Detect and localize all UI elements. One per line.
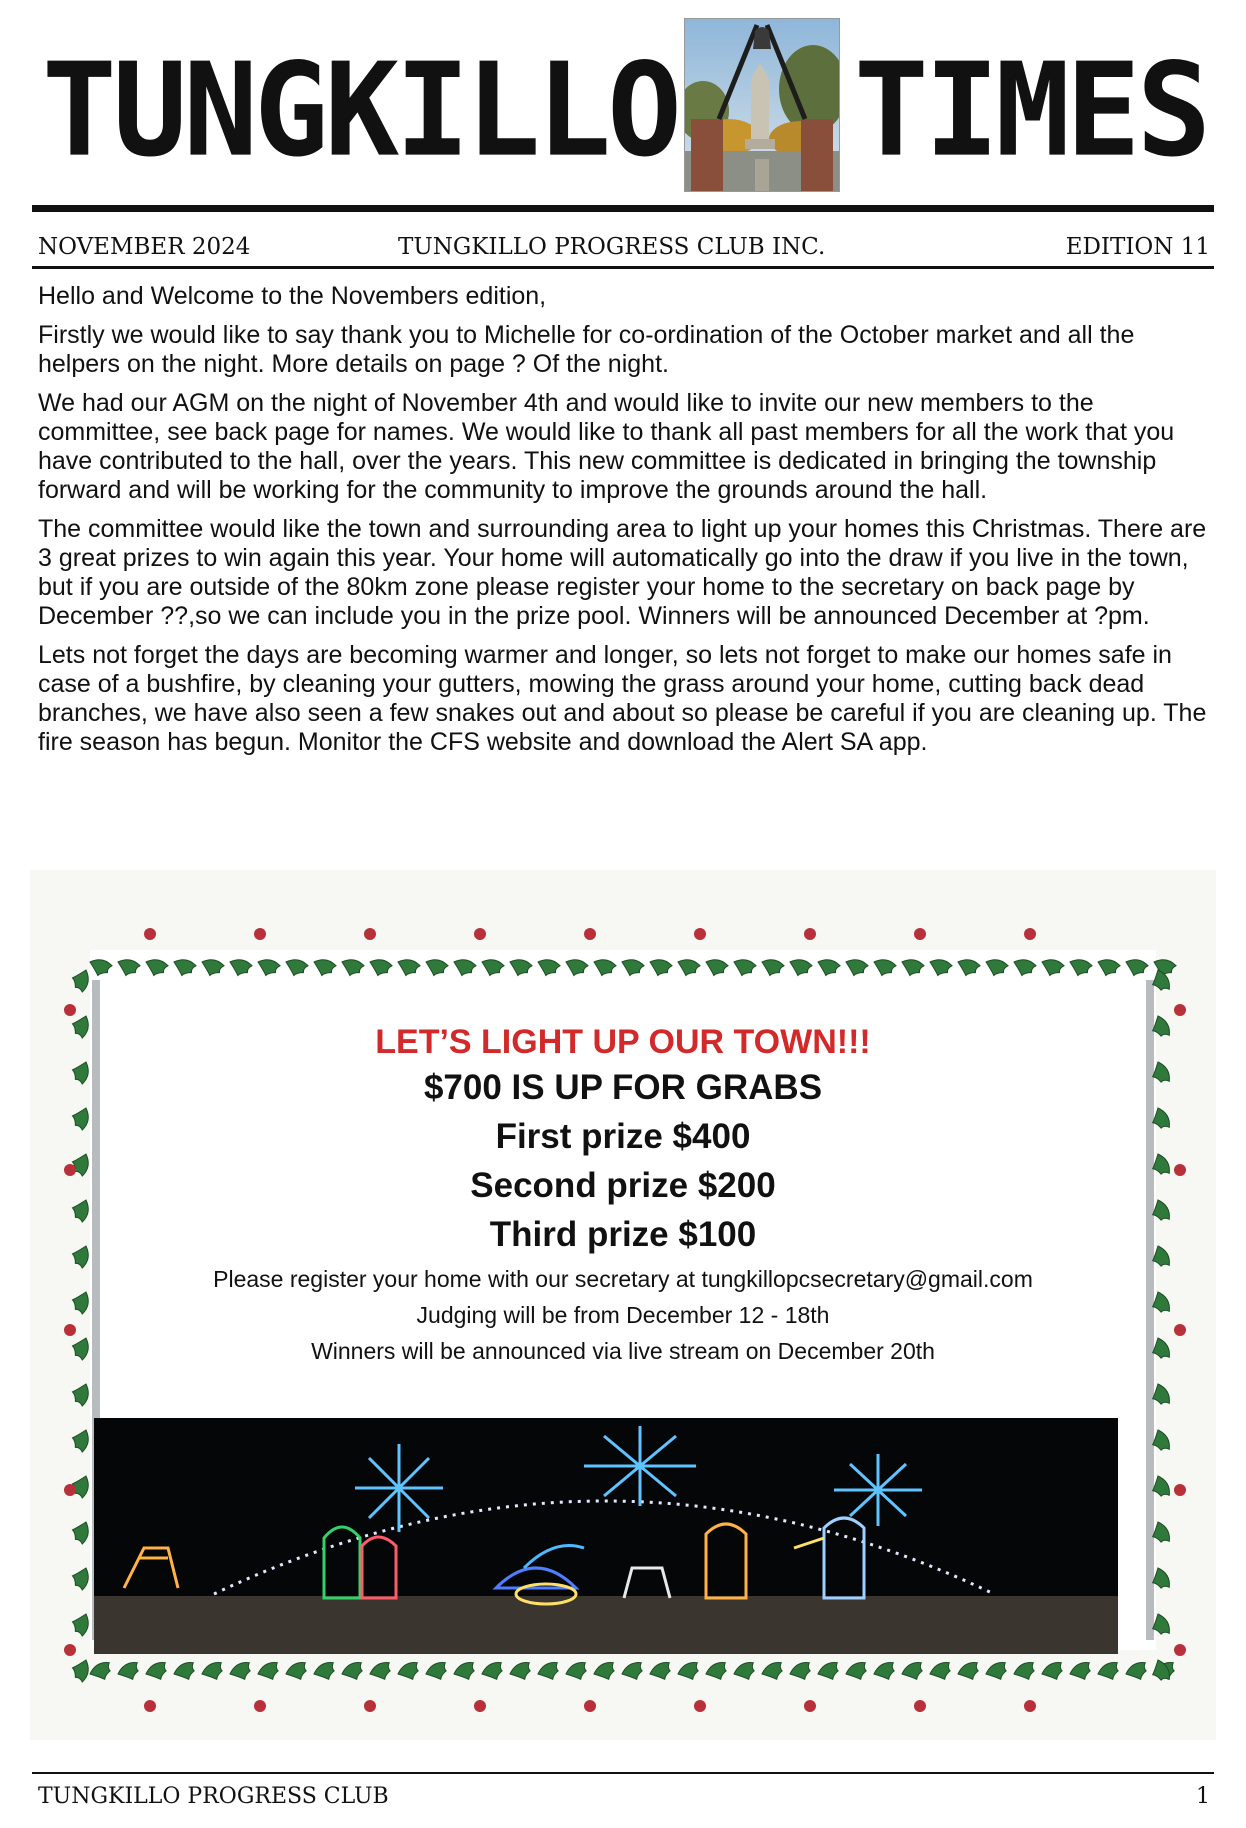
- nativity-christmas-lights-photo: [94, 1418, 1118, 1654]
- prize-pool-amount: $700 IS UP FOR GRABS: [423, 1068, 823, 1107]
- christmas-lights-flyer: [30, 870, 1216, 1740]
- flyer-text: [30, 1020, 1216, 1369]
- bell-monument-photo: [684, 18, 840, 192]
- masthead-title-right: TIMES: [854, 36, 1208, 186]
- masthead: [32, 18, 1214, 194]
- page-number: 1: [1196, 1784, 1210, 1809]
- issue-date: NOVEMBER 2024: [38, 234, 251, 260]
- first-prize: First prize $400: [495, 1117, 751, 1156]
- footer-rule: [32, 1772, 1214, 1774]
- masthead-rule: [32, 205, 1214, 212]
- intro-paragraph: We had our AGM on the night of November 4th and would like to invite our new members to the committee, see back page for names. We would like to thank all past members for all the work that you have contributed to the hall, over the years. This new committee is dedicated in bringing the township forward and will be working for the community to improve the grounds around the hall.: [38, 389, 1175, 504]
- masthead-title-left: TUNGKILLO: [42, 36, 678, 186]
- judging-dates: Judging will be from December 12 - 18th: [416, 1302, 830, 1328]
- intro-paragraph: Lets not forget the days are becoming warmer and longer, so lets not forget to make our homes safe in case of a bushfire, by cleaning your gutters, mowing the grass around your home, cutting back dead branches, we have also seen a few snakes out and about so please be careful if you are cleaning up. The fire season has begun. Monitor the CFS website and download the Alert SA app.: [38, 641, 1207, 756]
- dateline-rule: [32, 266, 1214, 269]
- intro-article: [38, 282, 1214, 767]
- publisher-name: TUNGKILLO PROGRESS CLUB INC.: [398, 234, 826, 260]
- intro-paragraph: The committee would like the town and surrounding area to light up your homes this Christmas. There are 3 great prizes to win again this year. Your home will automatically go into the draw if you live in the town, but if you are outside of the 80km zone please register your home to the secretary on back page by December ??,so we can include you in the prize pool. Winners will be announced December at ?pm.: [38, 515, 1207, 630]
- second-prize: Second prize $200: [470, 1166, 776, 1205]
- winners-announcement: Winners will be announced via live stream on December 20th: [311, 1338, 935, 1364]
- register-note: Please register your home with our secretary at tungkillopcsecretary@gmail.com: [213, 1266, 1033, 1292]
- intro-paragraph: Firstly we would like to say thank you to Michelle for co-ordination of the October market and all the helpers on the night. More details on page ? Of the night.: [38, 321, 1135, 378]
- dateline: [38, 234, 1210, 264]
- intro-paragraph: Hello and Welcome to the Novembers edition,: [38, 282, 547, 310]
- footer-club-name: TUNGKILLO PROGRESS CLUB: [38, 1784, 389, 1809]
- edition-number: EDITION 11: [1065, 234, 1210, 260]
- third-prize: Third prize $100: [489, 1215, 757, 1254]
- flyer-headline: LET’S LIGHT UP OUR TOWN!!!: [375, 1023, 871, 1061]
- page-footer: [38, 1784, 1210, 1814]
